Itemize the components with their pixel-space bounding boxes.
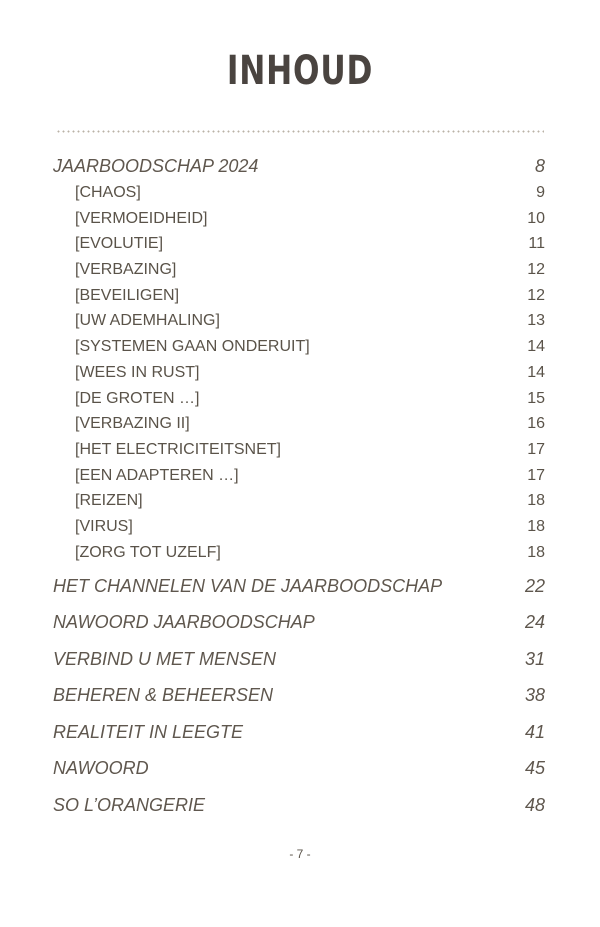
toc-page-number: 8 (534, 156, 545, 176)
toc-chapter-title: NAWOORD JAARBOODSCHAP (53, 612, 315, 633)
toc-page-number: 11 (528, 235, 545, 253)
toc-page-number: 18 (527, 543, 545, 561)
toc-section-title: [VERMOEIDHEID] (75, 209, 208, 227)
toc-section[interactable] (53, 206, 545, 232)
toc-page-number: 9 (536, 184, 545, 201)
toc-chapter-title: HET CHANNELEN VAN DE JAARBOODSCHAP (53, 575, 443, 596)
toc-chapter[interactable] (53, 608, 545, 645)
toc-section[interactable] (53, 463, 545, 489)
toc-chapter-title: VERBIND U MET MENSEN (53, 648, 277, 669)
toc-page-number: 22 (524, 575, 545, 596)
toc-section-title: [REIZEN] (75, 492, 143, 510)
toc-section[interactable] (53, 386, 545, 412)
toc-section-title: [BEVEILIGEN] (75, 286, 180, 304)
toc-section[interactable] (53, 308, 545, 334)
toc-section-title: [VERBAZING] (75, 261, 177, 279)
toc-section-title: [EEN ADAPTEREN …] (75, 466, 239, 484)
toc-page-number: 24 (524, 612, 545, 633)
toc-chapter[interactable] (53, 572, 545, 609)
toc-section[interactable] (53, 180, 545, 206)
toc-section[interactable] (53, 540, 545, 572)
toc-section[interactable] (53, 488, 545, 514)
toc-section[interactable] (53, 334, 545, 360)
toc-section-title: [HET ELECTRICITEITSNET] (75, 440, 281, 458)
toc-chapter[interactable] (53, 152, 545, 180)
toc-page-number: 38 (524, 685, 545, 706)
toc-page-number: 14 (527, 363, 545, 381)
toc-section-title: [DE GROTEN …] (75, 389, 200, 407)
toc-section[interactable] (53, 411, 545, 437)
toc-page-number: 31 (524, 648, 545, 669)
toc-chapter[interactable] (53, 754, 545, 791)
toc-section-title: [SYSTEMEN GAAN ONDERUIT] (75, 338, 310, 356)
toc-page-number: 14 (527, 338, 545, 356)
toc-section-title: [EVOLUTIE] (75, 235, 164, 253)
toc-section-title: [UW ADEMHALING] (75, 312, 220, 330)
toc-page-number: 17 (527, 466, 545, 484)
toc-section[interactable] (53, 514, 545, 540)
toc-chapter[interactable] (53, 681, 545, 718)
dotted-divider (56, 130, 544, 133)
toc-page-number: 12 (527, 286, 545, 304)
toc-page-number: 16 (527, 415, 545, 433)
page-title: INHOUD (226, 48, 374, 94)
toc-page-number: 10 (527, 209, 545, 227)
toc-page-number: 17 (527, 440, 545, 458)
toc-section[interactable] (53, 437, 545, 463)
toc-section-title: [VERBAZING II] (75, 415, 190, 433)
toc-page-number: 15 (527, 389, 545, 407)
toc-chapter-title: REALITEIT IN LEEGTE (53, 721, 244, 742)
toc-chapter-title: SO L’ORANGERIE (53, 794, 206, 815)
toc-section-title: [VIRUS] (75, 517, 133, 535)
toc-section-title: [ZORG TOT UZELF] (75, 543, 221, 561)
toc-section-title: [WEES IN RUST] (75, 363, 200, 381)
toc-section[interactable] (53, 231, 545, 257)
toc-section[interactable] (53, 257, 545, 283)
toc-page-number: 13 (527, 312, 545, 330)
toc-page-number: 12 (527, 261, 545, 279)
toc-page-number: 18 (527, 492, 545, 510)
toc-chapter-title: NAWOORD (53, 758, 149, 779)
table-of-contents (53, 152, 545, 827)
toc-page-number: 18 (527, 517, 545, 535)
toc-section[interactable] (53, 360, 545, 386)
toc-page-number: 41 (524, 721, 545, 742)
toc-section[interactable] (53, 283, 545, 309)
toc-chapter-title: JAARBOODSCHAP 2024 (53, 156, 259, 176)
page-number-footer: - 7 - (289, 847, 311, 861)
toc-chapter[interactable] (53, 718, 545, 755)
toc-page-number: 48 (524, 794, 545, 815)
toc-chapter[interactable] (53, 645, 545, 682)
toc-chapter-title: BEHEREN & BEHEERSEN (53, 685, 274, 706)
toc-chapter[interactable] (53, 791, 545, 828)
toc-section-title: [CHAOS] (75, 184, 141, 201)
toc-page-number: 45 (524, 758, 545, 779)
